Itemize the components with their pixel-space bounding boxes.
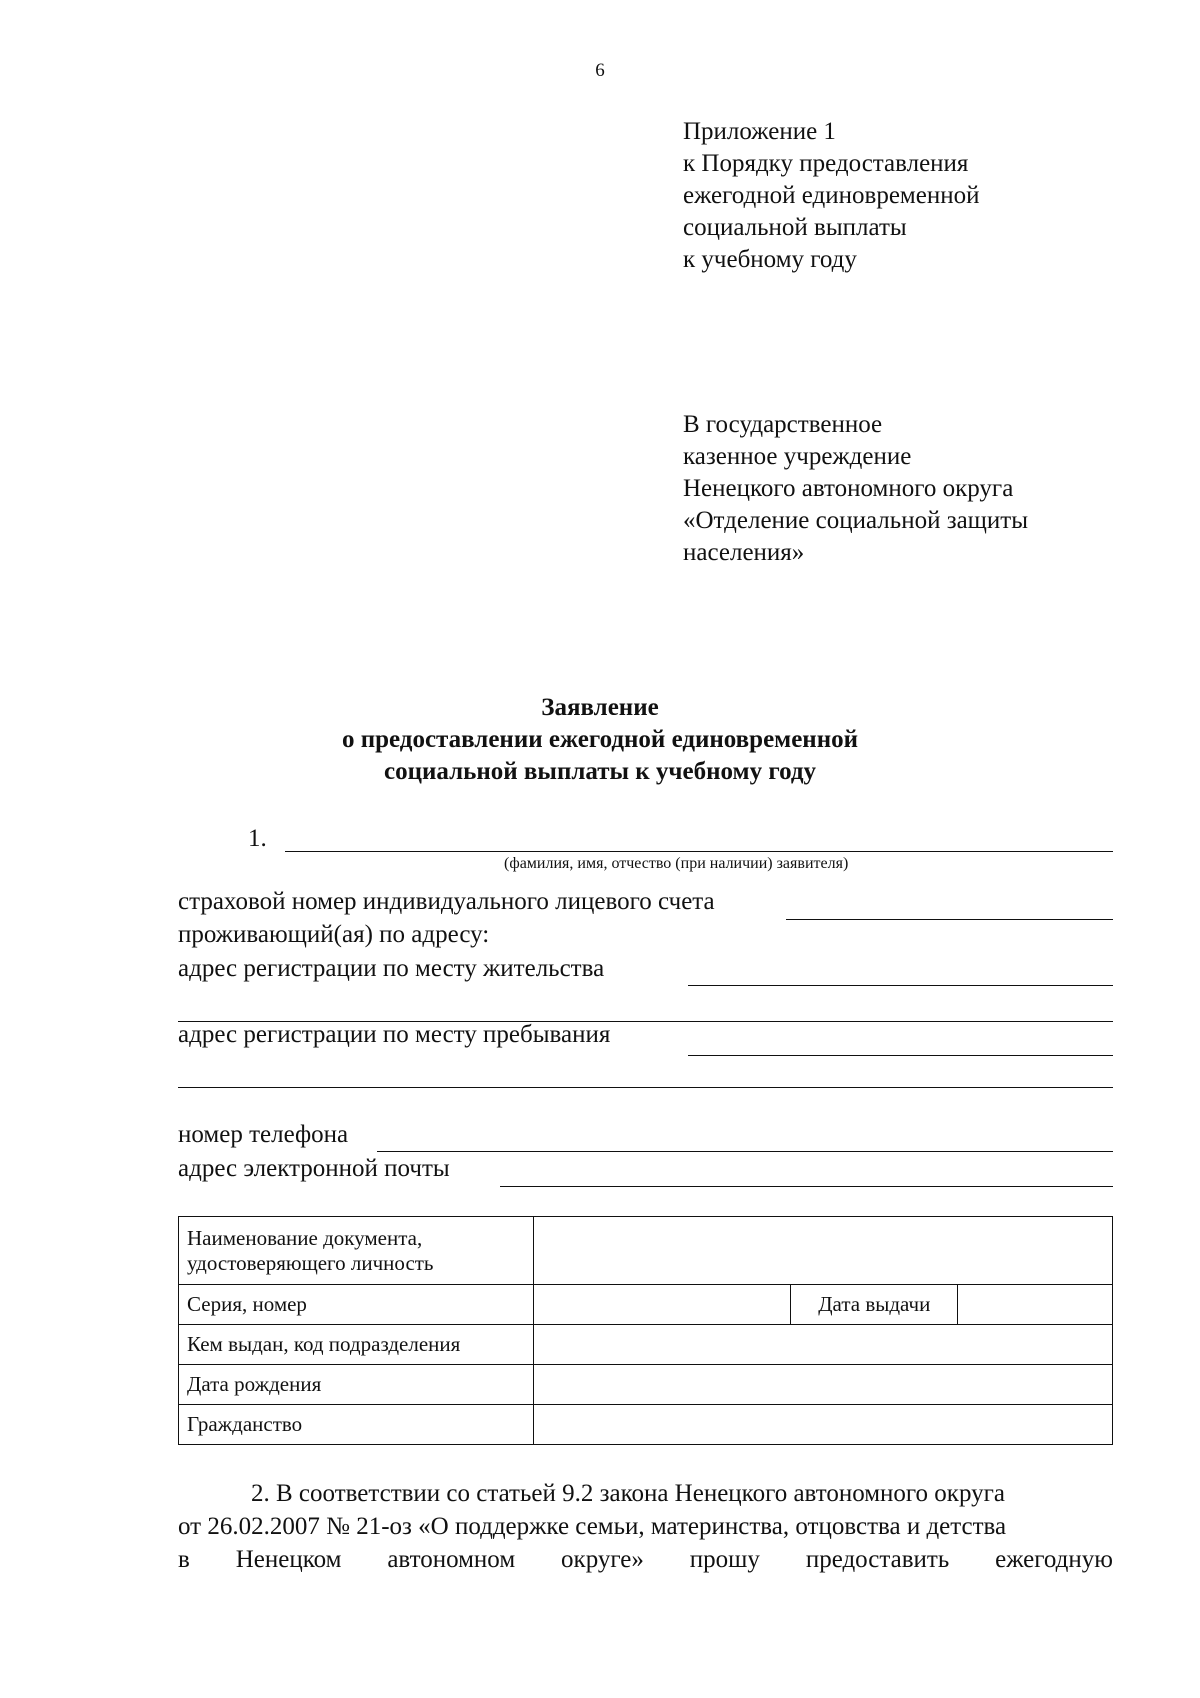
title-line: социальной выплаты к учебному году	[384, 758, 816, 785]
snils-label: страховой номер индивидуального лицевого счета	[178, 888, 715, 915]
paragraph-2	[178, 1477, 1113, 1576]
phone-label: номер телефона	[178, 1121, 349, 1148]
reg-residence-label: адрес регистрации по месту жительства	[178, 955, 605, 982]
residing-label: проживающий(ая) по адресу:	[178, 921, 490, 948]
doc-name-value-cell[interactable]	[533, 1217, 1112, 1285]
addressee-line: В государственное	[683, 411, 883, 438]
addressee-line: казенное учреждение	[683, 443, 912, 470]
appendix-line: ежегодной единовременной	[683, 182, 980, 209]
paragraph-word: прошу	[689, 1546, 760, 1573]
issue-date-label: Дата выдачи	[791, 1285, 958, 1325]
table-row	[179, 1285, 1113, 1325]
table-row	[179, 1405, 1113, 1445]
addressee-block	[683, 409, 1028, 569]
issue-date-value-cell[interactable]	[958, 1285, 1113, 1325]
paragraph-word: автономном	[387, 1546, 516, 1573]
paragraph-line: от 26.02.2007 № 21-оз «О поддержке семьи, материнства, отцовства и детства	[178, 1513, 1007, 1540]
reg-residence-field[interactable]	[688, 985, 1113, 986]
appendix-line: социальной выплаты	[683, 214, 907, 241]
addressee-line: Ненецкого автономного округа	[683, 475, 1014, 502]
addressee-line: населения»	[683, 539, 805, 566]
applicant-name-field[interactable]	[285, 851, 1113, 852]
appendix-reference	[683, 116, 979, 276]
table-row	[179, 1217, 1113, 1285]
paragraph-line-justified	[178, 1543, 1113, 1576]
applicant-name-caption: (фамилия, имя, отчество (при наличии) заявителя)	[504, 855, 849, 872]
item-number: 1.	[248, 825, 267, 852]
paragraph-word: предоставить	[805, 1546, 950, 1573]
paragraph-word: ежегодную	[995, 1546, 1113, 1573]
paragraph-line: 2. В соответствии со статьей 9.2 закона Ненецкого автономного округа	[251, 1480, 1005, 1507]
citizenship-value-cell[interactable]	[533, 1405, 1112, 1445]
reg-stay-field-continuation[interactable]	[178, 1087, 1113, 1088]
appendix-line: Приложение 1	[683, 118, 836, 145]
email-label: адрес электронной почты	[178, 1155, 450, 1182]
citizenship-label: Гражданство	[179, 1405, 534, 1445]
series-number-label: Серия, номер	[179, 1285, 534, 1325]
doc-name-label: Наименование документа, удостоверяющего личность	[179, 1217, 534, 1285]
reg-stay-label: адрес регистрации по месту пребывания	[178, 1021, 611, 1048]
paragraph-word: округе»	[561, 1546, 644, 1573]
issued-by-label: Кем выдан, код подразделения	[179, 1325, 534, 1365]
reg-stay-field[interactable]	[688, 1055, 1113, 1056]
paragraph-word: Ненецком	[235, 1546, 342, 1573]
addressee-line: «Отделение социальной защиты	[683, 507, 1029, 534]
birth-date-value-cell[interactable]	[533, 1365, 1112, 1405]
document-title	[0, 692, 1200, 788]
table-row	[179, 1325, 1113, 1365]
title-line: о предоставлении ежегодной единовременной	[341, 726, 859, 753]
birth-date-label: Дата рождения	[179, 1365, 534, 1405]
email-field[interactable]	[500, 1186, 1113, 1187]
series-number-value-cell[interactable]	[533, 1285, 791, 1325]
appendix-line: к учебному году	[683, 246, 857, 273]
page-number: 6	[595, 60, 605, 81]
snils-field[interactable]	[786, 919, 1113, 920]
appendix-line: к Порядку предоставления	[683, 150, 969, 177]
title-line: Заявление	[541, 694, 659, 721]
table-row	[179, 1365, 1113, 1405]
paragraph-word: в	[178, 1546, 190, 1573]
phone-field[interactable]	[377, 1151, 1113, 1152]
id-document-table	[178, 1216, 1113, 1445]
issued-by-value-cell[interactable]	[533, 1325, 1112, 1365]
